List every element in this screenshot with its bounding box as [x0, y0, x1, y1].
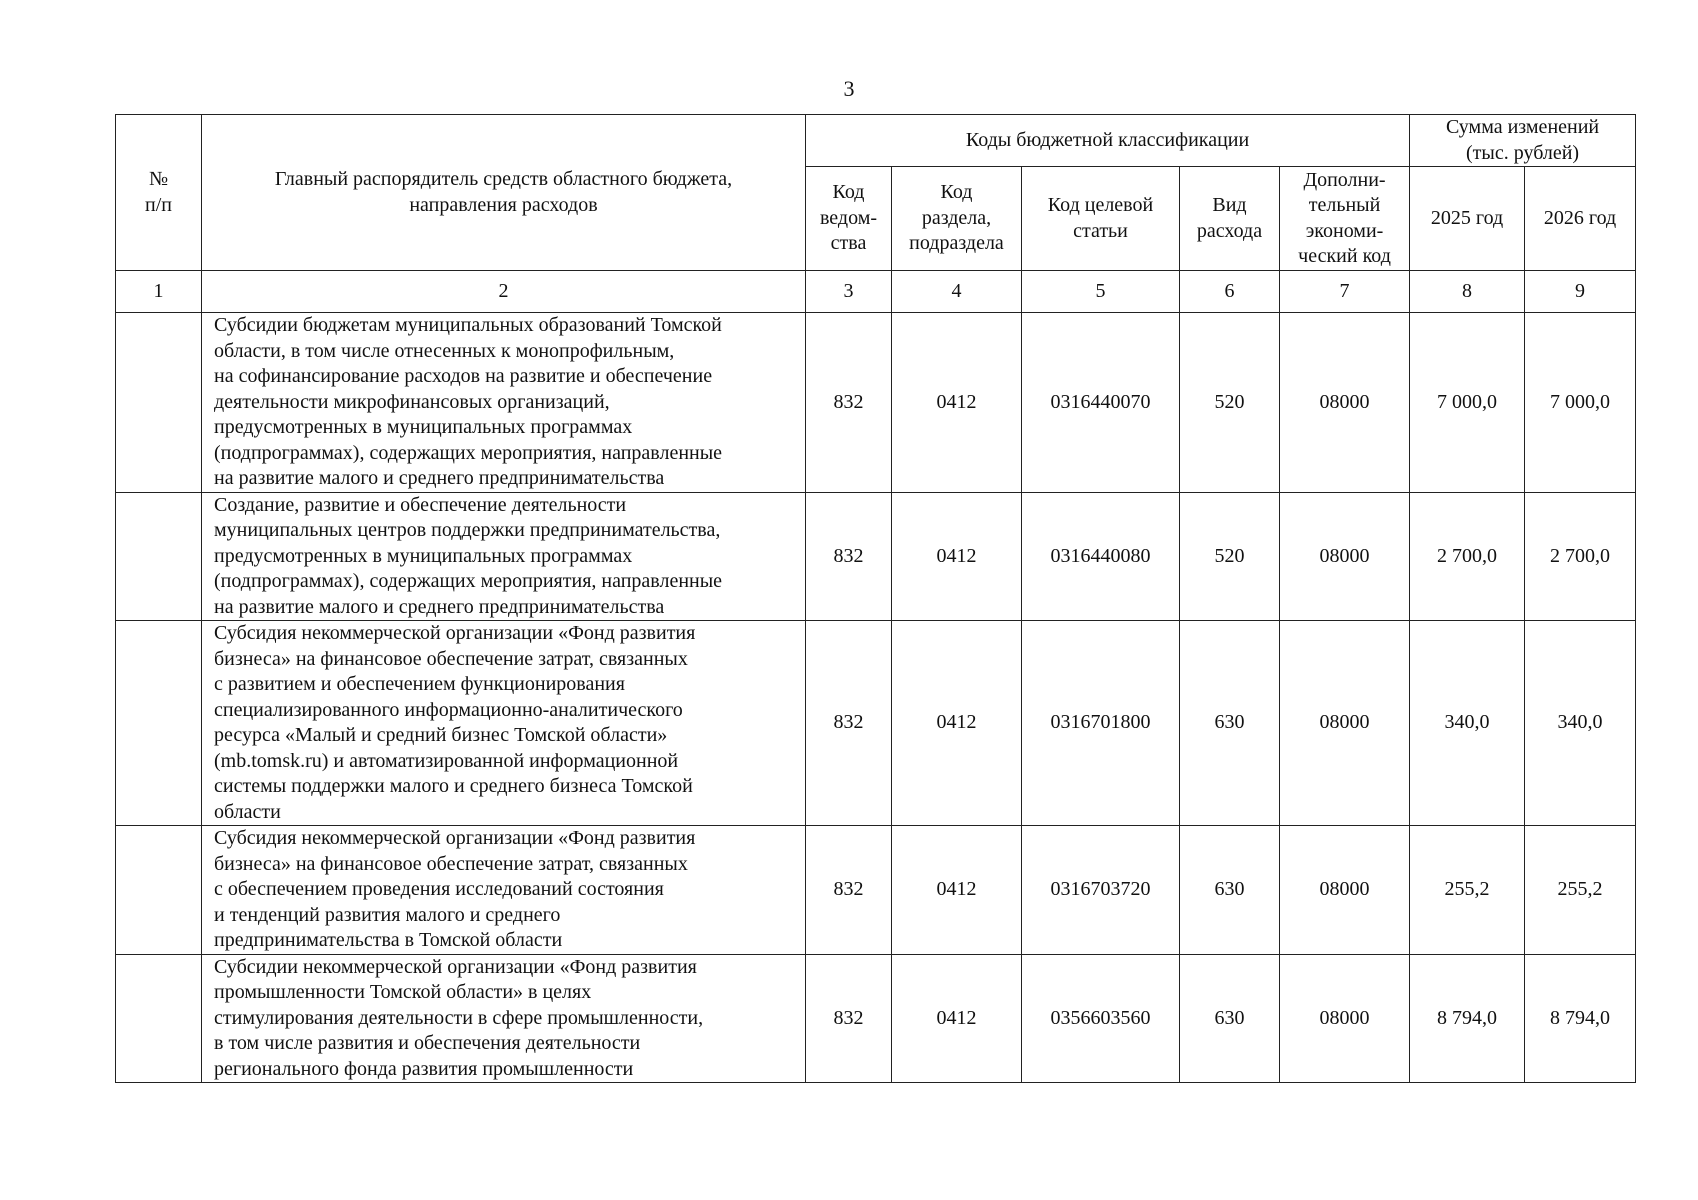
- description-line: Субсидия некоммерческой организации «Фонд развития: [214, 622, 696, 644]
- row-number: [116, 621, 202, 826]
- sum-2025: 7 000,0: [1410, 313, 1525, 493]
- code-extra: 08000: [1280, 954, 1410, 1083]
- sum-2026: 340,0: [1525, 621, 1636, 826]
- code-target: 0316440080: [1022, 492, 1180, 621]
- code-type: 630: [1180, 826, 1280, 955]
- table-row: [116, 621, 1636, 826]
- description-line: бизнеса» на финансовое обеспечение затрат, связанных: [214, 647, 688, 670]
- description-line: специализированного информационно-аналитического: [214, 698, 683, 721]
- code-section: 0412: [892, 621, 1022, 826]
- description-line: ресурса «Малый и средний бизнес Томской области»: [214, 724, 668, 746]
- column-number: 5: [1022, 271, 1180, 313]
- code-dept: 832: [806, 826, 892, 955]
- description-line: Создание, развитие и обеспечение деятельности: [214, 493, 627, 516]
- table-row: [116, 492, 1636, 621]
- code-dept: 832: [806, 492, 892, 621]
- header-code-section: Код раздела, подраздела: [892, 167, 1022, 271]
- row-description: [202, 954, 806, 1083]
- sum-2025: 2 700,0: [1410, 492, 1525, 621]
- header-year-2026: 2026 год: [1525, 167, 1636, 271]
- description-line: бизнеса» на финансовое обеспечение затрат, связанных: [214, 852, 688, 875]
- code-section: 0412: [892, 313, 1022, 493]
- row-number: [116, 313, 202, 493]
- sum-2025: 340,0: [1410, 621, 1525, 826]
- description-line: (подпрограммах), содержащих мероприятия, направленные: [214, 570, 723, 592]
- row-description: [202, 313, 806, 493]
- header-code-extra: Дополни- тельный экономи- ческий код: [1280, 167, 1410, 271]
- code-section: 0412: [892, 492, 1022, 621]
- code-extra: 08000: [1280, 621, 1410, 826]
- code-extra: 08000: [1280, 826, 1410, 955]
- description-line: предусмотренных в муниципальных программах: [214, 416, 633, 438]
- description-line: области: [214, 800, 281, 823]
- description-line: на развитие малого и среднего предпринимательства: [214, 467, 665, 489]
- code-dept: 832: [806, 313, 892, 493]
- row-description: [202, 621, 806, 826]
- code-type: 520: [1180, 313, 1280, 493]
- column-number: 3: [806, 271, 892, 313]
- description-line: с развитием и обеспечением функционирования: [214, 673, 625, 695]
- column-number: 2: [202, 271, 806, 313]
- description-line: Субсидии бюджетам муниципальных образований Томской: [214, 314, 722, 336]
- description-line: области, в том числе отнесенных к монопрофильным,: [214, 339, 675, 362]
- code-section: 0412: [892, 954, 1022, 1083]
- description-line: Субсидии некоммерческой организации «Фонд развития: [214, 955, 697, 978]
- header-code-target: Код целевой статьи: [1022, 167, 1180, 271]
- header-codes-group: Коды бюджетной классификации: [806, 115, 1410, 167]
- header-year-2025: 2025 год: [1410, 167, 1525, 271]
- table-row: [116, 313, 1636, 493]
- code-type: 630: [1180, 621, 1280, 826]
- column-number: 1: [116, 271, 202, 313]
- code-target: 0316440070: [1022, 313, 1180, 493]
- code-dept: 832: [806, 621, 892, 826]
- code-target: 0316703720: [1022, 826, 1180, 955]
- table-row: [116, 954, 1636, 1083]
- sum-2025: 8 794,0: [1410, 954, 1525, 1083]
- budget-table: [115, 114, 1636, 1083]
- header-sum-group: Сумма изменений (тыс. рублей): [1410, 115, 1636, 167]
- description-line: на развитие малого и среднего предпринимательства: [214, 595, 665, 618]
- description-line: регионального фонда развития промышленности: [214, 1057, 634, 1080]
- description-line: и тенденций развития малого и среднего: [214, 903, 561, 926]
- row-number: [116, 492, 202, 621]
- header-code-dept: Код ведом- ства: [806, 167, 892, 271]
- code-target: 0316701800: [1022, 621, 1180, 826]
- column-number: 8: [1410, 271, 1525, 313]
- column-number: 4: [892, 271, 1022, 313]
- column-number: 6: [1180, 271, 1280, 313]
- row-number: [116, 826, 202, 955]
- column-number: 9: [1525, 271, 1636, 313]
- table-row: [116, 826, 1636, 955]
- sum-2026: 2 700,0: [1525, 492, 1636, 621]
- column-number: 7: [1280, 271, 1410, 313]
- description-line: Субсидия некоммерческой организации «Фонд развития: [214, 827, 696, 849]
- description-line: (подпрограммах), содержащих мероприятия, направленные: [214, 441, 723, 464]
- code-target: 0356603560: [1022, 954, 1180, 1083]
- code-extra: 08000: [1280, 492, 1410, 621]
- sum-2026: 255,2: [1525, 826, 1636, 955]
- code-dept: 832: [806, 954, 892, 1083]
- description-line: промышленности Томской области» в целях: [214, 981, 592, 1003]
- row-description: [202, 826, 806, 955]
- sum-2026: 7 000,0: [1525, 313, 1636, 493]
- code-type: 520: [1180, 492, 1280, 621]
- description-line: предпринимательства в Томской области: [214, 929, 563, 951]
- description-line: предусмотренных в муниципальных программах: [214, 544, 633, 567]
- column-number-row: [116, 271, 1636, 313]
- code-type: 630: [1180, 954, 1280, 1083]
- page-number: 3: [843, 76, 855, 101]
- sum-2026: 8 794,0: [1525, 954, 1636, 1083]
- header-row-top: [116, 115, 1636, 167]
- header-num: № п/п: [116, 115, 202, 271]
- description-line: системы поддержки малого и среднего бизнеса Томской: [214, 775, 693, 797]
- row-number: [116, 954, 202, 1083]
- header-code-type: Вид расхода: [1180, 167, 1280, 271]
- description-line: деятельности микрофинансовых организаций,: [214, 390, 610, 413]
- description-line: на софинансирование расходов на развитие и обеспечение: [214, 365, 713, 387]
- sum-2025: 255,2: [1410, 826, 1525, 955]
- row-description: [202, 492, 806, 621]
- description-line: муниципальных центров поддержки предпринимательства,: [214, 519, 721, 541]
- code-extra: 08000: [1280, 313, 1410, 493]
- description-line: стимулирования деятельности в сфере промышленности,: [214, 1006, 704, 1029]
- table-body: [116, 313, 1636, 1083]
- description-line: с обеспечением проведения исследований состояния: [214, 878, 664, 900]
- code-section: 0412: [892, 826, 1022, 955]
- description-line: (mb.tomsk.ru) и автоматизированной информационной: [214, 749, 679, 772]
- description-line: в том числе развития и обеспечения деятельности: [214, 1032, 641, 1054]
- header-description: Главный распорядитель средств областного бюджета, направления расходов: [202, 115, 806, 271]
